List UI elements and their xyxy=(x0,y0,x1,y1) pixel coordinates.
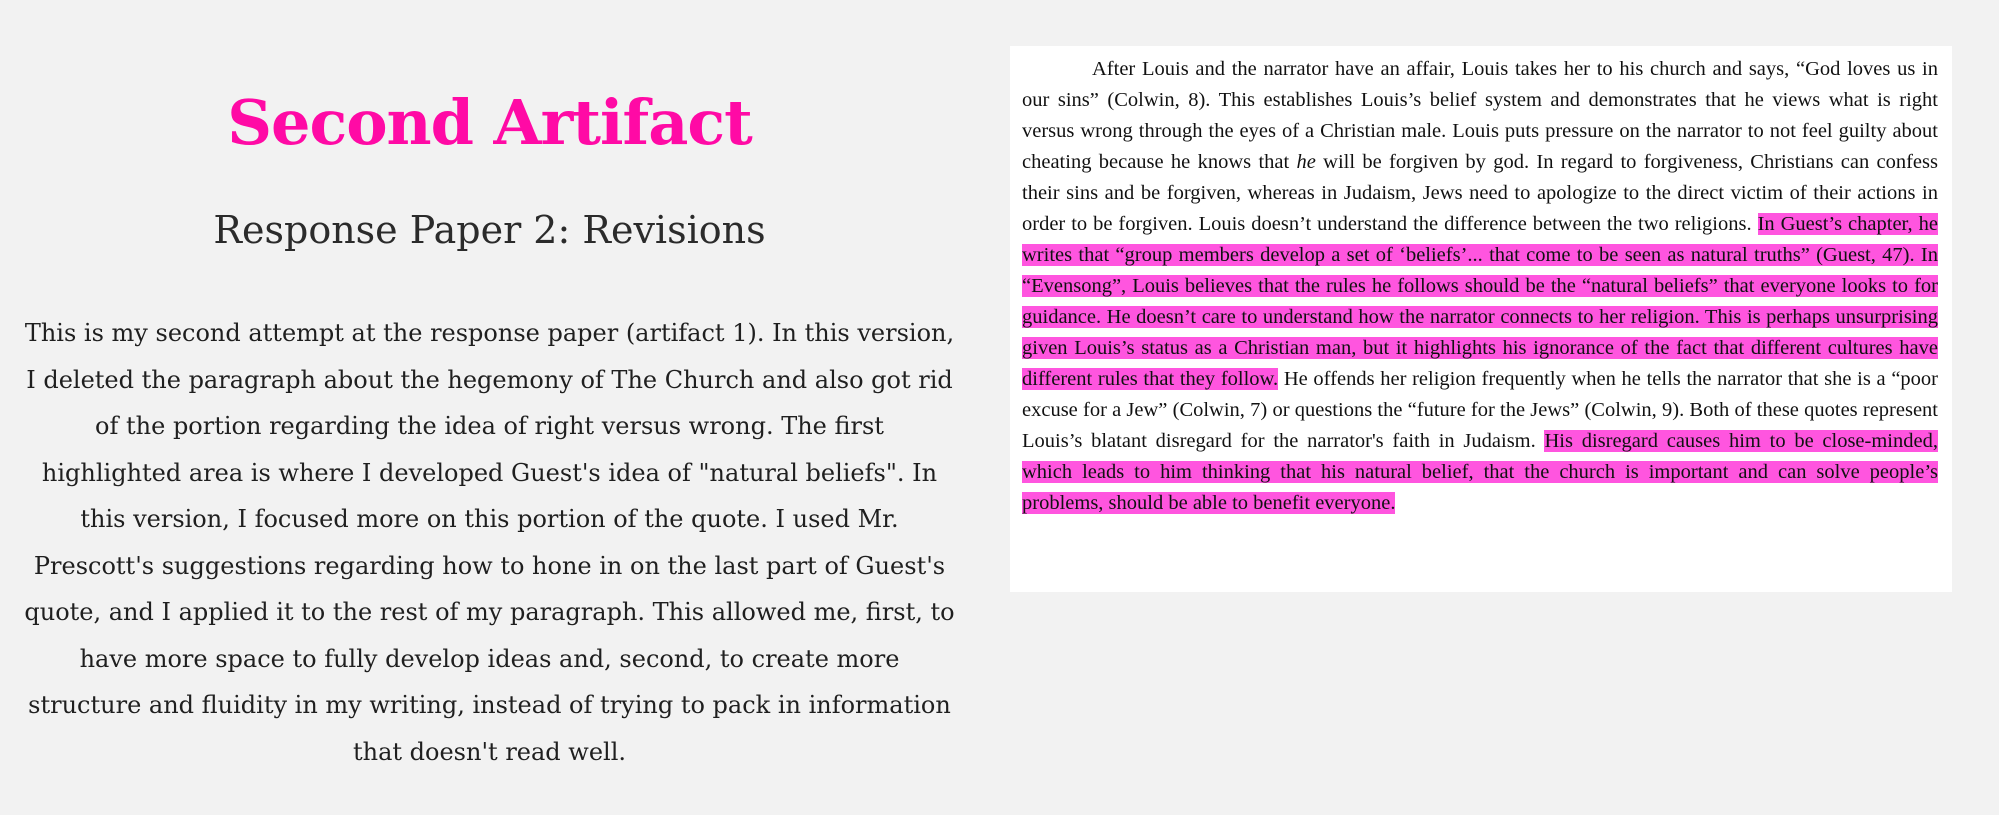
revision-description: This is my second attempt at the response paper (artifact 1). In this version, I deleted the paragraph about the hegemony of The Church and also got rid of the portion regarding the idea of right versus wrong. The first highlighted area is where I developed Guest's idea of "natural beliefs". In this version, I focused more on this portion of the quote. I used Mr. Prescott's suggestions regarding how to hone in on the last part of Guest's quote, and I applied it to the rest of my paragraph. This allowed me, first, to have more space to fully develop ideas and, second, to create more structure and fluidity in my writing, instead of trying to pack in information that doesn't read well. xyxy=(24,319,955,766)
highlighted-revision-1: In Guest’s chapter, he writes that “group members develop a set of ‘beliefs’... that come to be seen as natural truths” (Guest, 47). In “Evensong”, Louis believes that the rules he follows should be the “natural beliefs” that everyone looks to for guidance. He doesn’t care to understand how the narrator connects to her religion. This is perhaps unsurprising given Louis’s status as a Christian man, but it highlights his ignorance of the fact that different cultures have different rules that they follow. xyxy=(1022,213,1938,390)
paper-paragraph xyxy=(1022,54,1938,519)
paper-text-segment: will be forgiven by god. In regard to forgiveness, Christians can confess their sins and be forgiven, whereas in Judaism, Jews need to apologize to the direct victim of their actions in order to be forgiven. Louis doesn’t understand the difference between the two religions. xyxy=(1022,151,1938,235)
paper-text-italic: he xyxy=(1296,151,1316,173)
paper-excerpt-image xyxy=(1010,46,1952,592)
page-title: Second Artifact xyxy=(227,86,752,159)
paper-text-segment: After Louis and the narrator have an affair, Louis takes her to his church and says, “God loves us in our sins” (Colwin, 8). This establishes Louis’s belief system and demonstrates that he views what is right versus wrong through the eyes of a Christian male. Louis puts pressure on the narrator to not feel guilty about cheating because he knows that xyxy=(1022,58,1938,173)
paper-text-segment: He offends her religion frequently when he tells the narrator that she is a “poor excuse for a Jew” (Colwin, 7) or questions the “future for the Jews” (Colwin, 9). Both of these quotes represent Louis’s blatant disregard for the narrator's faith in Judaism. xyxy=(1022,368,1938,452)
page-subtitle: Response Paper 2: Revisions xyxy=(213,208,766,252)
highlighted-revision-2: His disregard causes him to be close-minded, which leads to him thinking that his natural belief, that the church is important and can solve people’s problems, should be able to benefit everyone. xyxy=(1022,430,1938,514)
